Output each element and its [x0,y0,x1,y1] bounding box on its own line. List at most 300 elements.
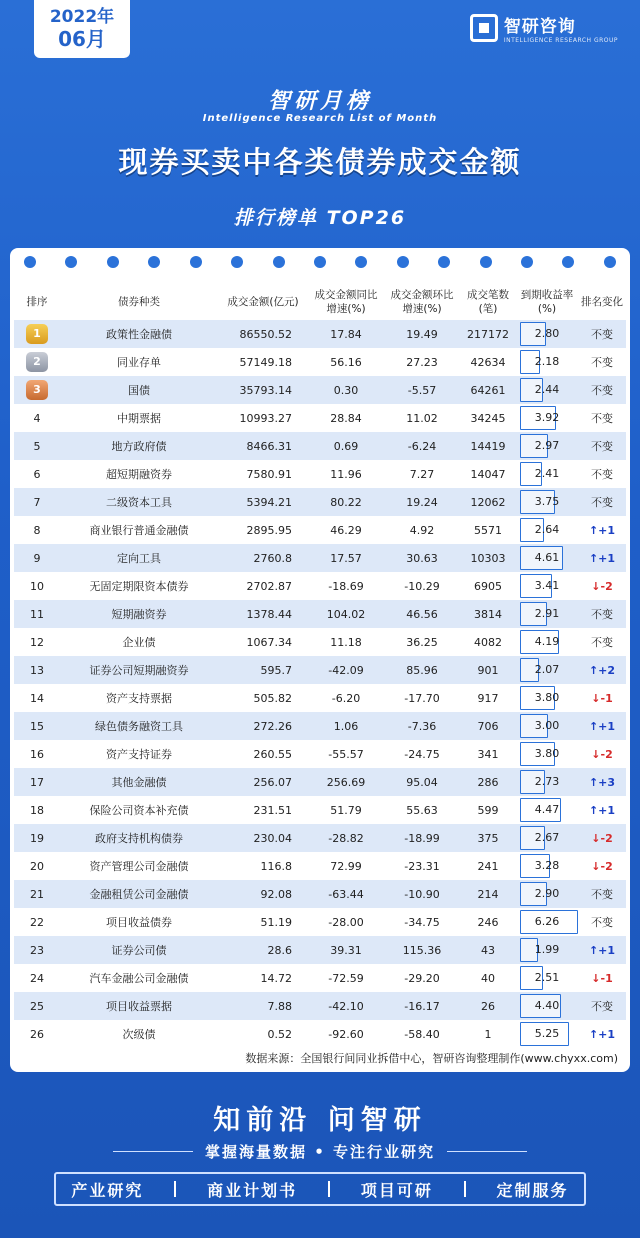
dot-icon [273,256,285,268]
cell-mom: -5.57 [407,383,437,397]
cell-yield [516,544,578,572]
cell-type: 项目收益债券 [106,916,172,929]
cell-count: 214 [477,887,499,901]
cell-yoy: 104.02 [326,607,366,621]
cell-count: 246 [477,915,499,929]
yield-value: 5.25 [534,1027,560,1040]
dot-icon [438,256,450,268]
cell-rank: 23 [30,943,44,957]
cell-type: 次级债 [122,1028,156,1041]
cell-rank-change: ↑+1 [588,551,616,565]
cell-rank-change: ↑+1 [588,943,616,957]
cell-rank [14,380,60,400]
cell-count: 706 [477,719,499,733]
yield-value: 2.18 [534,355,560,368]
table-row [14,684,626,712]
cell-type: 证券公司债 [111,944,167,957]
table-row [14,796,626,824]
cell-rank-change: ↓-2 [591,747,613,761]
header-count-line1: 成交笔数 [467,289,509,301]
cell-amount: 92.08 [260,887,292,901]
cell-yoy: -18.69 [328,579,364,593]
cell-yoy: -63.44 [328,887,364,901]
yield-value: 4.61 [534,551,560,564]
cell-amount: 272.26 [253,719,292,733]
cell-rank-change: ↑+1 [588,1027,616,1041]
cell-type: 无固定期限资本债券 [89,580,189,593]
table-row [14,404,626,432]
cell-rank-change: 不变 [591,384,613,397]
table-row [14,628,626,656]
cell-count: 42634 [470,355,506,369]
cell-yield [516,880,578,908]
dot-icon [107,256,119,268]
divider [174,1181,176,1197]
page-title: 现券买卖中各类债券成交金额 [118,145,522,179]
service-item: 定制服务 [496,1180,569,1200]
cell-rank: 12 [30,635,44,649]
cell-yoy: -72.59 [328,971,364,985]
cell-yoy: -28.82 [328,831,364,845]
cell-yield [516,516,578,544]
yield-value: 4.40 [534,999,560,1012]
table-row [14,712,626,740]
cell-amount: 2760.8 [253,551,292,565]
cell-yoy: 0.30 [333,383,359,397]
cell-amount: 14.72 [260,971,292,985]
cell-type: 定向工具 [117,552,161,565]
cell-rank-change: ↑+2 [588,663,616,677]
cell-mom: 4.92 [409,523,435,537]
cell-rank: 9 [33,551,41,565]
cell-yoy: 56.16 [330,355,362,369]
table-row [14,936,626,964]
cell-amount: 7.88 [267,999,292,1013]
cell-amount: 86550.52 [239,327,292,341]
cell-yoy: 256.69 [326,775,366,789]
cell-amount: 116.8 [260,859,292,873]
table-body [14,320,626,1048]
cell-count: 241 [477,859,499,873]
cell-count: 26 [481,999,495,1013]
service-item: 项目可研 [360,1180,433,1200]
cell-yield [516,684,578,712]
cell-rank: 13 [30,663,44,677]
header-amount: 成交金额(亿元) [227,296,299,308]
cell-rank-change: ↓-2 [591,859,613,873]
table-row [14,516,626,544]
cell-amount: 256.07 [253,775,292,789]
cell-rank-change: ↓-1 [591,971,613,985]
cell-rank: 11 [30,607,44,621]
data-source: 数据来源：全国银行间同业拆借中心，智研咨询整理制作(www.chyxx.com) [245,1052,618,1065]
yield-value: 2.67 [534,831,560,844]
cell-yield [516,348,578,376]
cell-count: 40 [481,971,495,985]
cell-yield [516,432,578,460]
yield-value: 3.80 [534,691,560,704]
cell-yield [516,572,578,600]
dot-icon [480,256,492,268]
cell-mom: 85.96 [406,663,438,677]
page-subtitle: 排行榜单 TOP26 [233,207,407,229]
cell-amount: 1378.44 [246,607,292,621]
cell-yield [516,740,578,768]
cell-rank: 14 [30,691,44,705]
silver-medal-icon: 2 [26,352,48,372]
table-row [14,348,626,376]
dot-icon [314,256,326,268]
cell-rank-change: 不变 [591,468,613,481]
cell-type: 地方政府债 [111,440,167,453]
cell-rank-change: ↑+1 [588,523,616,537]
cell-count: 14047 [470,467,506,481]
cell-amount: 505.82 [253,691,292,705]
cell-count: 286 [477,775,499,789]
cell-yoy: -42.10 [328,999,364,1013]
cell-mom: -10.90 [404,887,440,901]
table-row [14,852,626,880]
cell-type: 中期票据 [117,412,161,425]
cell-rank: 4 [33,411,41,425]
divider [328,1181,330,1197]
yield-value: 3.80 [534,747,560,760]
cell-rank-change: ↑+1 [588,719,616,733]
cell-mom: -29.20 [404,971,440,985]
cell-yoy: 46.29 [330,523,362,537]
cell-yield [516,712,578,740]
cell-yield [516,796,578,824]
cell-rank-change: 不变 [591,328,613,341]
cell-amount: 2895.95 [246,523,292,537]
service-item: 商业计划书 [207,1180,298,1200]
cell-rank: 19 [30,831,44,845]
logo-sub: INTELLIGENCE RESEARCH GROUP [503,37,618,44]
header-yield-line2: (%) [537,303,557,315]
cell-rank: 20 [30,859,44,873]
cell-rank: 21 [30,887,44,901]
cell-count: 10303 [470,551,506,565]
table-row [14,600,626,628]
table-row [14,544,626,572]
cell-rank-change: 不变 [591,888,613,901]
header-rank: 排序 [26,296,48,308]
cell-rank: 18 [30,803,44,817]
cell-type: 绿色债务融资工具 [95,720,183,733]
table-row [14,432,626,460]
divider [113,1151,193,1152]
cell-amount: 1067.34 [246,635,292,649]
yield-value: 6.26 [534,915,560,928]
cell-yoy: 80.22 [330,495,362,509]
cell-type: 国债 [128,384,150,397]
cell-mom: 19.24 [406,495,438,509]
table-row [14,768,626,796]
cell-count: 12062 [470,495,506,509]
dot-icon [24,256,36,268]
cell-mom: -7.36 [407,719,437,733]
cell-yoy: 1.06 [333,719,359,733]
table-row [14,908,626,936]
cell-mom: 46.56 [406,607,438,621]
cell-mom: 19.49 [406,327,438,341]
table-row [14,572,626,600]
cell-yoy: 17.84 [330,327,362,341]
cell-mom: 95.04 [406,775,438,789]
table-header [14,284,626,320]
table-row [14,488,626,516]
yield-value: 1.99 [534,943,560,956]
logo-name: 智研咨询 [503,17,576,37]
cell-mom: -16.17 [404,999,440,1013]
cell-yield [516,852,578,880]
cell-type: 其他金融债 [111,776,167,789]
cell-type: 证券公司短期融资券 [89,664,189,677]
table-row [14,460,626,488]
cell-amount: 10993.27 [239,411,292,425]
cell-amount: 2702.87 [246,579,292,593]
bronze-medal-icon: 3 [26,380,48,400]
cell-yoy: -92.60 [328,1027,364,1041]
dot-icon [521,256,533,268]
cell-rank: 6 [33,467,41,481]
cell-yoy: 11.96 [330,467,362,481]
yield-value: 2.41 [534,467,560,480]
cell-yoy: 0.69 [333,439,359,453]
cell-type: 商业银行普通金融债 [89,524,189,537]
cell-rank-change: 不变 [591,608,613,621]
table-row [14,376,626,404]
cell-rank: 8 [33,523,41,537]
cell-mom: -34.75 [404,915,440,929]
gold-medal-icon: 1 [26,324,48,344]
cell-yield [516,656,578,684]
cell-type: 企业债 [122,636,156,649]
yield-value: 3.92 [534,411,560,424]
cell-type: 政府支持机构债券 [95,832,183,845]
cell-mom: 11.02 [406,411,438,425]
cell-count: 34245 [470,411,506,425]
cell-amount: 57149.18 [239,355,292,369]
yield-value: 4.47 [534,803,560,816]
cell-rank-change: 不变 [591,1000,613,1013]
yield-value: 2.91 [534,607,560,620]
cell-amount: 5394.21 [246,495,292,509]
cell-yoy: 39.31 [330,943,362,957]
yield-value: 2.97 [534,439,560,452]
header-yoy [308,288,384,316]
dot-icon [148,256,160,268]
cell-type: 同业存单 [117,356,161,369]
cell-rank: 5 [33,439,41,453]
cell-yoy: -42.09 [328,663,364,677]
header-count [460,288,516,316]
cell-yield [516,768,578,796]
cell-amount: 231.51 [253,803,292,817]
cell-yoy: -6.20 [331,691,361,705]
cell-yield [516,460,578,488]
yield-value: 2.44 [534,383,560,396]
cell-rank: 7 [33,495,41,509]
cell-yoy: -55.57 [328,747,364,761]
footer-slogan-main: 知前沿 问智研 [213,1105,427,1136]
cell-mom: -6.24 [407,439,437,453]
cell-mom: 55.63 [406,803,438,817]
table-row [14,964,626,992]
cell-type: 资产管理公司金融债 [89,860,189,873]
yield-value: 3.75 [534,495,560,508]
cell-count: 3814 [474,607,502,621]
cell-type: 汽车金融公司金融债 [89,972,189,985]
cell-amount: 230.04 [253,831,292,845]
cell-count: 6905 [474,579,502,593]
table-row [14,1020,626,1048]
header-yield-line1: 到期收益率 [520,289,574,301]
yield-value: 2.90 [534,887,560,900]
cell-rank: 25 [30,999,44,1013]
yield-value: 2.80 [534,327,560,340]
service-item: 产业研究 [71,1180,144,1200]
cell-rank-change: ↓-2 [591,831,613,845]
cell-type: 二级资本工具 [106,496,172,509]
yield-value: 2.64 [534,523,560,536]
cell-count: 217172 [467,327,509,341]
cell-rank-change: 不变 [591,440,613,453]
cell-mom: -10.29 [404,579,440,593]
cell-count: 14419 [470,439,506,453]
header-change: 排名变化 [581,296,623,308]
cell-mom: -58.40 [404,1027,440,1041]
table-row [14,740,626,768]
cell-yoy: -28.00 [328,915,364,929]
dot-icon [355,256,367,268]
header-yoy-line2: 增速(%) [326,303,366,315]
cell-yield [516,964,578,992]
cell-yoy: 28.84 [330,411,362,425]
dot-icon [562,256,574,268]
cell-amount: 51.19 [260,915,292,929]
cell-rank-change: 不变 [591,636,613,649]
cell-rank-change: ↑+3 [588,775,616,789]
cell-amount: 595.7 [260,663,292,677]
table-row [14,824,626,852]
yield-value: 4.19 [534,635,560,648]
cell-count: 43 [481,943,495,957]
table-row [14,992,626,1020]
cell-type: 项目收益票据 [106,1000,172,1013]
dot-icon [231,256,243,268]
header-yield [516,288,578,316]
divider [447,1151,527,1152]
yield-value: 3.41 [534,579,560,592]
cell-yield [516,992,578,1020]
cell-rank-change: 不变 [591,412,613,425]
dot-icon [604,256,616,268]
cell-yield [516,824,578,852]
footer-slogan-text: 掌握海量数据 • 专注行业研究 [204,1143,436,1161]
yield-value: 2.51 [534,971,560,984]
table-row [14,320,626,348]
cell-count: 4082 [474,635,502,649]
table-row [14,880,626,908]
cell-type: 政策性金融债 [106,328,172,341]
header-type: 债券种类 [118,296,160,308]
cell-rank [14,324,60,344]
cell-count: 599 [477,803,499,817]
cell-rank [14,352,60,372]
cell-rank-change: ↑+1 [588,803,616,817]
cell-type: 超短期融资券 [106,468,172,481]
cell-rank: 26 [30,1027,44,1041]
services-bar [54,1172,586,1206]
dot-icon [397,256,409,268]
cell-type: 保险公司资本补充债 [89,804,189,817]
cell-yoy: 51.79 [330,803,362,817]
cell-yoy: 11.18 [330,635,362,649]
cell-rank-change: 不变 [591,496,613,509]
cell-mom: -17.70 [404,691,440,705]
divider [464,1181,466,1197]
ranking-card [10,248,630,1072]
cell-type: 短期融资券 [111,608,167,621]
cell-rank: 10 [30,579,44,593]
yield-value: 2.07 [534,663,560,676]
logo-icon [470,14,498,42]
dot-icon [190,256,202,268]
cell-yoy: 72.99 [330,859,362,873]
cell-type: 金融租赁公司金融债 [89,888,189,901]
yield-value: 3.00 [534,719,560,732]
brand-title-en: Intelligence Research List of Month [202,113,438,124]
cell-count: 341 [477,747,499,761]
header-count-line2: (笔) [478,303,498,315]
cell-count: 375 [477,831,499,845]
cell-yield [516,600,578,628]
cell-mom: 36.25 [406,635,438,649]
cell-count: 5571 [474,523,502,537]
cell-count: 64261 [470,383,506,397]
cell-rank-change: 不变 [591,356,613,369]
cell-mom: -23.31 [404,859,440,873]
header-mom [384,288,460,316]
brand-title: 智研月榜 [267,89,372,114]
cell-rank: 16 [30,747,44,761]
year-label: 2022年 [49,7,115,27]
cell-mom: -24.75 [404,747,440,761]
cell-yoy: 17.57 [330,551,362,565]
cell-mom: 27.23 [406,355,438,369]
cell-rank-change: ↓-2 [591,579,613,593]
cell-amount: 35793.14 [239,383,292,397]
cell-rank: 24 [30,971,44,985]
cell-amount: 8466.31 [246,439,292,453]
table-row [14,656,626,684]
footer-slogan-row [0,1141,640,1162]
decorative-dots [24,256,616,268]
cell-count: 917 [477,691,499,705]
cell-type: 资产支持票据 [106,692,172,705]
yield-value: 2.73 [534,775,560,788]
cell-mom: 30.63 [406,551,438,565]
cell-amount: 28.6 [267,943,292,957]
cell-amount: 260.55 [253,747,292,761]
yield-value: 3.28 [534,859,560,872]
logo [470,12,618,44]
cell-type: 资产支持证券 [106,748,172,761]
cell-yield [516,376,578,404]
cell-mom: 115.36 [402,943,442,957]
cell-yield [516,488,578,516]
